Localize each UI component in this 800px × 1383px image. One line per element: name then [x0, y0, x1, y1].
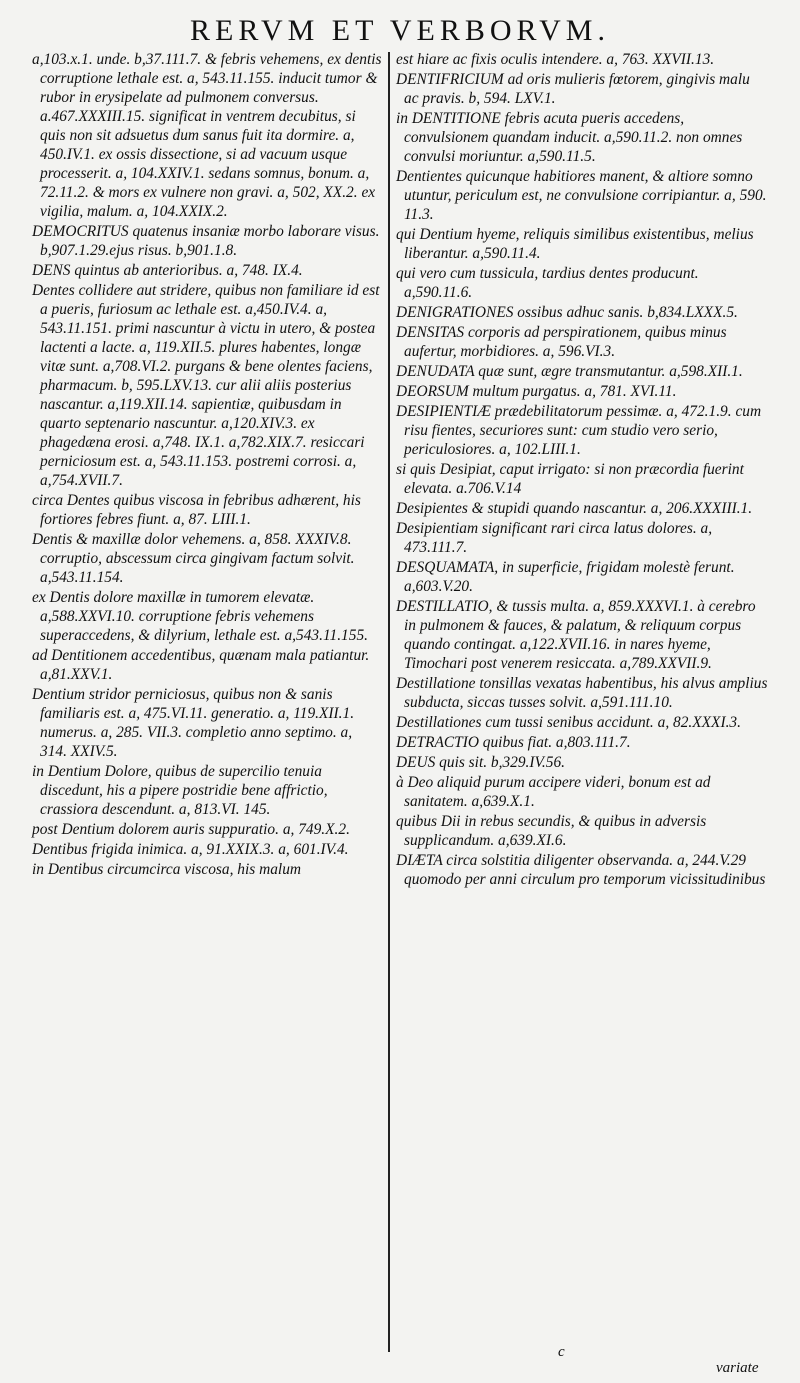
index-entry: est hiare ac fixis oculis intendere. a, 763. XXVII.13. [396, 51, 715, 68]
index-entry: circa Dentes quibus viscosa in febribus adhærent, his fortiores febres fiunt. a, 87. LIII.1. [32, 492, 365, 528]
index-entry: DESTILLATIO, & tussis multa. a, 859.XXXVI.1. à cerebro in pulmonem & fauces, & palatum, & reliquum corpus quando contingat. a,122.XVII.16. in nares hyeme, Timochari post venerem resiccata. a,789.XXVII.9. [396, 598, 760, 672]
index-entry: DENIGRATIONES ossibus adhuc sanis. b,834.LXXX.5. [396, 304, 738, 321]
index-entry: DENS quintus ab anterioribus. a, 748. IX.4. [32, 262, 303, 279]
index-entry: Dentientes quicunque habitiores manent, & altiore somno utuntur, periculum est, ne convulsione corripiantur. a, 590. 11.3. [396, 168, 771, 223]
index-entry: DETRACTIO quibus fiat. a,803.111.7. [396, 734, 631, 751]
index-entry: ad Dentitionem accedentibus, quænam mala patiantur. a,81.XXV.1. [32, 647, 374, 683]
column-rule [388, 52, 390, 1352]
index-entry: Dentis & maxillæ dolor vehemens. a, 858. XXXIV.8. corruptio, abscessum circa gingivam factum solvit. a,543.11.154. [32, 531, 359, 586]
index-entry: Dentes collidere aut stridere, quibus non familiare id est a pueris, furiosum ac lethale est. a,450.IV.4. a, 543.11.151. primi nascuntur à victu in utero, & postea lactenti a lacte. a, 119.XII.5. plures habentes, longæ vitæ sunt. a,708.VI.2. purgans & bene olentes faciens, pharmacum. b, 595.LXV.13. cur alii aliis posterius nascantur. a,119.XII.14. sapientiæ, quibusdam in quarto septenario nascuntur. a,120.XIV.3. ex phagedæna erosi. a,748. IX.1. a,782.XIX.7. resiccari perniciosum est. a, 543.11.153. postremi corrosi. a, a,754.XVII.7. [32, 282, 384, 489]
index-entry: DESQUAMATA, in superficie, frigidam molestè ferunt. a,603.V.20. [396, 559, 739, 595]
index-entry: DEUS quis sit. b,329.IV.56. [396, 754, 566, 771]
index-entry: DIÆTA circa solstitia diligenter observanda. a, 244.V.29 quomodo per anni circulum pro temporum vicissitudinibus [396, 852, 766, 888]
index-entry: DENTIFRICIUM ad oris mulieris fœtorem, gingivis malu ac pravis. b, 594. LXV.1. [396, 71, 754, 107]
index-entry: Dentium stridor perniciosus, quibus non & sanis familiaris est. a, 475.VI.11. generatio. a, 119.XII.1. numerus. a, 285. VII.3. completio anno septimo. a, 314. XXIV.5. [32, 686, 358, 760]
signature-mark: c [558, 1344, 565, 1360]
index-entry: in Dentibus circumcirca viscosa, his malum [32, 861, 302, 878]
index-entry: qui Dentium hyeme, reliquis similibus existentibus, melius liberantur. a,590.11.4. [396, 226, 758, 262]
index-entry: à Deo aliquid purum accipere videri, bonum est ad sanitatem. a,639.X.1. [396, 774, 715, 810]
right-column [396, 50, 772, 890]
index-entry: DEORSUM multum purgatus. a, 781. XVI.11. [396, 383, 677, 400]
index-entry: in DENTITIONE febris acuta pueris accedens, convulsionem quandam inducit. a,590.11.2. non omnes convulsi moriuntur. a,590.11.5. [396, 110, 747, 165]
index-entry: Dentibus frigida inimica. a, 91.XXIX.3. a, 601.IV.4. [32, 841, 349, 858]
index-entry: in Dentium Dolore, quibus de supercilio tenuia discedunt, his a pipere postridie bene affrictio, crassiora descendunt. a, 813.VI. 145. [32, 763, 332, 818]
index-entry: DESIPIENTIÆ prædebilitatorum pessimæ. a, 472.1.9. cum risu fientes, securiores sunt: cum studio vero serio, periculosiores. a, 102.LIII.1. [396, 403, 765, 458]
index-entry: DEMOCRITUS quatenus insaniæ morbo laborare visus. b,907.1.29.ejus risus. b,901.1.8. [32, 223, 384, 259]
index-entry: ex Dentis dolore maxillæ in tumorem elevatæ. a,588.XXVI.10. corruptione febris vehemens superaccedens, & dilyrium, lethale est. a,543.11.155. [32, 589, 368, 644]
index-entry: Desipientes & stupidi quando nascantur. a, 206.XXXIII.1. [396, 500, 753, 517]
running-head: RERVM ET VERBORVM. [190, 14, 610, 47]
index-entry: Destillatione tonsillas vexatas habentibus, his alvus amplius subducta, siccas tusses solvit. a,591.111.10. [396, 675, 772, 711]
index-entry: quibus Dii in rebus secundis, & quibus in adversis supplicandum. a,639.XI.6. [396, 813, 711, 849]
index-entry: DENUDATA quæ sunt, ægre transmutantur. a,598.XII.1. [396, 363, 743, 380]
index-entry: DENSITAS corporis ad perspirationem, quibus minus aufertur, morbidiores. a, 596.VI.3. [396, 324, 731, 360]
index-entry: Desipientiam significant rari circa latus dolores. a, 473.111.7. [396, 520, 716, 556]
left-column [32, 50, 386, 880]
index-entry: a,103.x.1. unde. b,37.111.7. & febris vehemens, ex dentis corruptione lethale est. a, 543.11.155. inducit tumor & rubor in erysipelate ad pulmonem conversus. a.467.XXXIII.15. significat in ventrem decubitus, si quis non sit adsuetus dum sanus fuit ita dormire. a, 450.IV.1. ex ossis dissectione, si ad vacuum usque processerit. a, 104.XXIV.1. sedans somnus, bonum. a, 72.11.2. & mors ex vulnere non gravi. a, 502, XX.2. ex vigilia, malum. a, 104.XXIX.2. [32, 51, 386, 220]
index-entry: Destillationes cum tussi senibus accidunt. a, 82.XXXI.3. [396, 714, 741, 731]
index-entry: qui vero cum tussicula, tardius dentes producunt. a,590.11.6. [396, 265, 703, 301]
index-entry: post Dentium dolorem auris suppuratio. a, 749.X.2. [32, 821, 350, 838]
index-entry: si quis Desipiat, caput irrigato: si non præcordia fuerint elevata. a.706.V.14 [396, 461, 748, 497]
catchword: variate [716, 1360, 759, 1376]
